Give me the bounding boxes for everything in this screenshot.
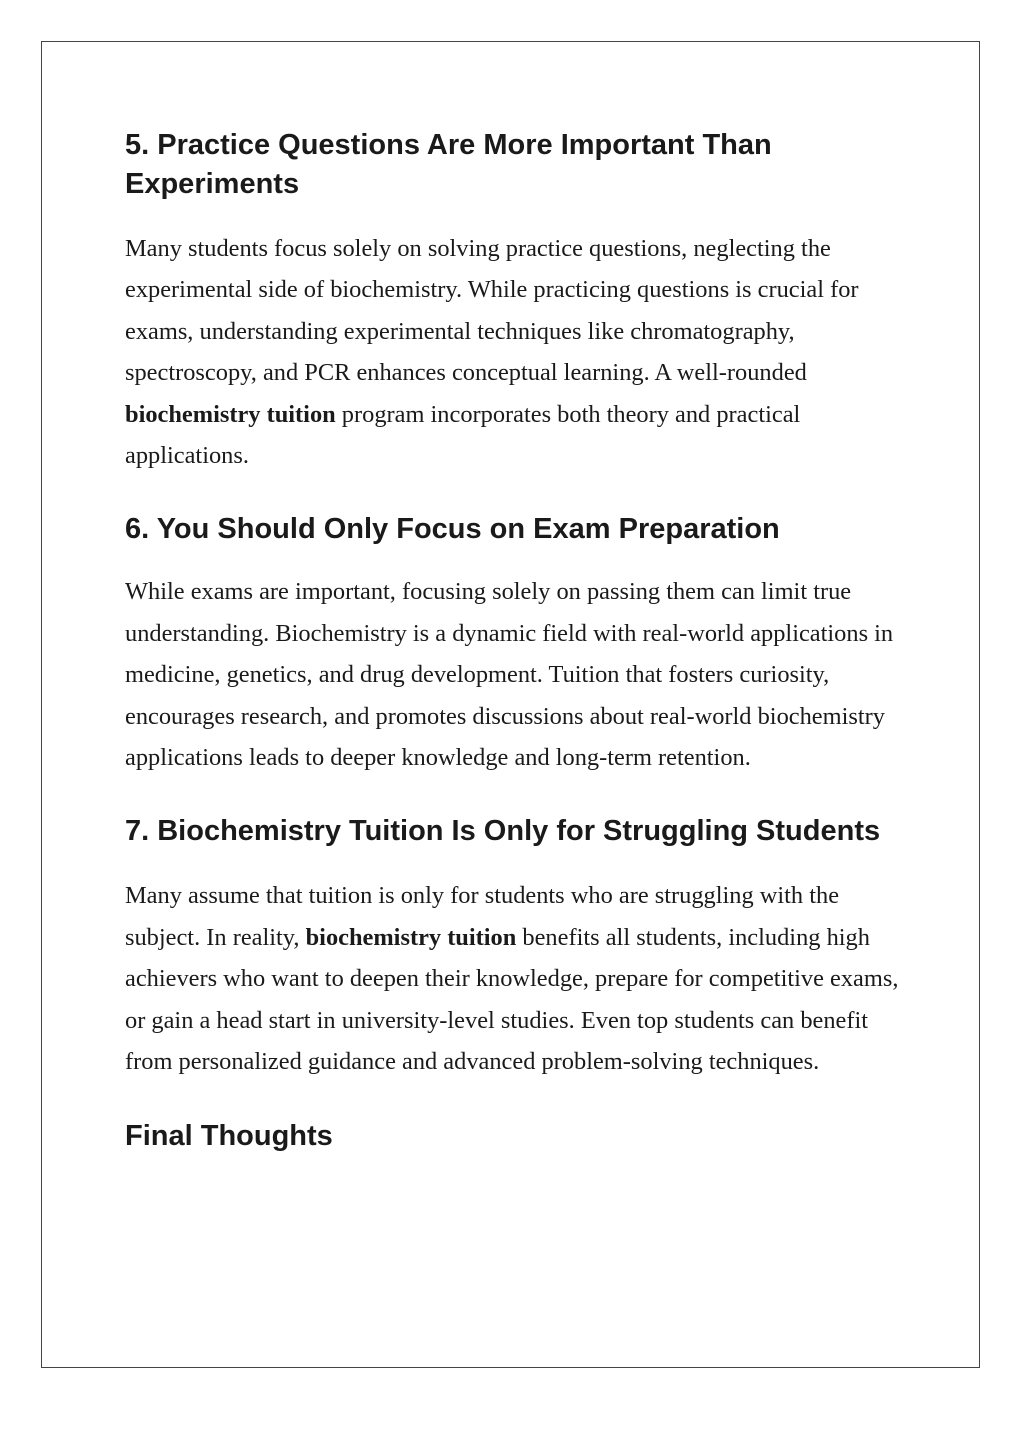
paragraph-text: program incorporates both theory and practical applications. [125,400,801,470]
paragraph-text: Many assume that tuition is only for students who are struggling with the subject. In reality, [125,882,840,951]
section-heading-struggling-students: 7. Biochemistry Tuition Is Only for Struggling Students [125,815,881,848]
paragraph-text: Many students focus solely on solving practice questions, neglecting the experimental side of biochemistry. While practicing questions is crucial for exams, understanding experimental techniques like chromatography, spectroscopy, and PCR enhances conceptual learning. A well-rounded [125,235,859,387]
section-heading-practice-questions: 5. Practice Questions Are More Important Than Experiments [125,129,772,200]
bold-keyword: biochemistry tuition [305,923,517,951]
section-paragraph-practice-questions [125,228,905,476]
document-page [41,41,980,1368]
section-heading-final-thoughts: Final Thoughts [125,1119,333,1152]
page-content [125,126,905,1156]
paragraph-text: benefits all students, including high achievers who want to deepen their knowledge, prepare for competitive exams, or gain a head start in university-level studies. Even top students can benefit from personalized guidance and advanced problem-solving techniques. [125,923,899,1076]
bold-keyword: biochemistry tuition [125,400,336,428]
section-paragraph-struggling-students [125,875,905,1082]
section-heading-exam-preparation: 6. You Should Only Focus on Exam Preparation [125,513,780,546]
section-paragraph-exam-preparation: While exams are important, focusing solely on passing them can limit true understanding. Biochemistry is a dynamic field with real-world applications in medicine, genetics, and drug development. Tuition that fosters curiosity, encourages research, and promotes discussions about real-world biochemistry applications leads to deeper knowledge and long-term retention. [125,578,894,772]
